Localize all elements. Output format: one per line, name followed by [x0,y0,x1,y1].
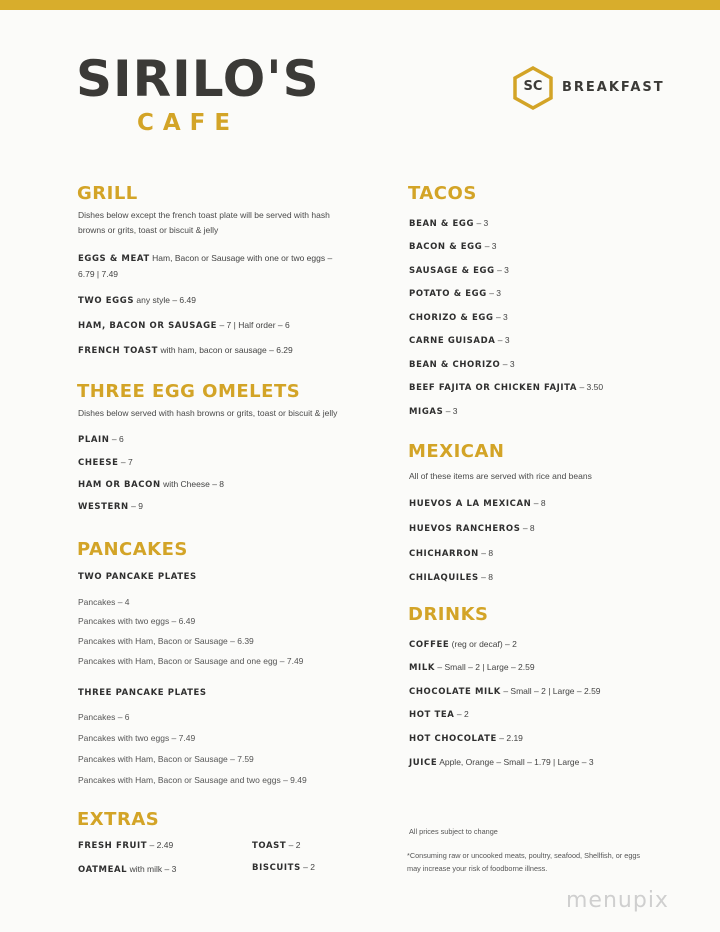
item-name: HUEVOS RANCHEROS [409,524,521,534]
menu-item [409,357,515,373]
grill-note: Dishes below except the french toast plate will be served with hash browns or grits, toast or biscuit & jelly [78,210,330,235]
list-item: Pancakes with Ham, Bacon or Sausage and one egg – 7.49 [78,656,304,666]
item-desc: with ham, bacon or sausage – 6.29 [160,345,293,355]
menu-item [78,499,143,515]
item-name: POTATO & EGG [409,289,487,299]
item-name: HOT CHOCOLATE [409,734,497,744]
foodborne-warning: *Consuming raw or uncooked meats, poultry, seafood, Shellfish, or eggs may increase your risk of foodborne illness. [407,851,641,873]
item-desc: Ham, Bacon or Sausage with one or two eggs – 6.79 | 7.49 [78,253,333,279]
menu-item [409,684,601,700]
section-title-omelets: THREE EGG OMELETS [77,381,301,402]
item-name: PLAIN [78,435,110,445]
menu-item [409,570,493,586]
menu-name: BREAKFAST [562,80,665,95]
mexican-note: All of these items are served with rice and beans [409,471,592,481]
item-desc: any style – 6.49 [136,295,196,305]
item-desc: – 7 | Half order – 6 [219,320,290,330]
item-desc: – 8 [533,498,546,508]
item-name: FRENCH TOAST [78,346,159,356]
menu-item [78,293,196,309]
item-name: BEAN & EGG [409,219,475,229]
menu-item [78,251,343,282]
item-name: CHICHARRON [409,549,479,559]
menu-item [78,318,290,334]
cafe-logo-subtitle: CAFE [137,110,240,136]
item-desc: – 3 [497,265,509,275]
menu-item [409,239,497,255]
item-desc: – 6 [111,434,124,444]
item-desc: – 3 [489,288,502,298]
item-name: HUEVOS A LA MEXICAN [409,499,532,509]
item-desc: – Small – 2 | Large – 2.59 [503,686,601,696]
list-item: Pancakes with two eggs – 6.49 [78,616,196,626]
list-item: Pancakes – 6 [78,712,130,722]
list-item: Pancakes with two eggs – 7.49 [78,733,196,743]
item-name: SAUSAGE & EGG [409,266,495,276]
item-desc: – 8 [522,523,535,533]
item-name: BISCUITS [252,863,301,873]
three-pancake-plates-heading: THREE PANCAKE PLATES [78,688,207,698]
menu-item [252,860,315,876]
section-title-drinks: DRINKS [408,604,489,625]
menu-item [78,477,224,493]
menu-item [409,546,493,562]
list-item: Pancakes – 4 [78,597,130,607]
menu-item [78,343,293,359]
menu-item [78,862,176,878]
item-name: HAM, BACON OR SAUSAGE [78,321,218,331]
item-desc: – 8 [481,548,494,558]
menu-item [78,838,173,854]
item-name: BEEF FAJITA OR CHICKEN FAJITA [409,383,578,393]
section-title-grill: GRILL [77,183,138,204]
menu-item [78,432,124,448]
item-name: BACON & EGG [409,242,483,252]
item-name: JUICE [409,758,438,768]
item-name: EGGS & MEAT [78,254,150,264]
item-desc: – Small – 2 | Large – 2.59 [437,662,535,672]
item-desc: – 2.19 [499,733,523,743]
item-name: CHEESE [78,458,119,468]
item-name: CARNE GUISADA [409,336,496,346]
menu-item [409,333,510,349]
item-name: BEAN & CHORIZO [409,360,501,370]
menu-item [409,380,603,396]
top-accent-bar [0,0,720,10]
menu-item [409,263,509,279]
item-name: OATMEAL [78,865,128,875]
item-name: WESTERN [78,502,129,512]
item-name: COFFEE [409,640,450,650]
section-title-tacos: TACOS [408,183,477,204]
cafe-logo-title: SIRILO'S [76,50,320,108]
item-desc: – 3 [495,312,508,322]
item-name: HOT TEA [409,710,455,720]
menu-item [409,521,535,537]
menu-item [409,496,546,512]
item-name: TOAST [252,841,287,851]
item-desc: – 7 [120,457,133,467]
item-name: MILK [409,663,436,673]
item-desc: – 2 [288,840,301,850]
item-name: HAM OR BACON [78,480,161,490]
menu-item [409,731,523,747]
menu-item [409,216,488,232]
item-desc: – 3.50 [579,382,604,392]
menu-item [409,755,594,771]
list-item: Pancakes with Ham, Bacon or Sausage – 7.59 [78,754,254,764]
menu-item [409,404,458,420]
item-name: CHORIZO & EGG [409,313,494,323]
item-desc: – 3 [484,241,497,251]
item-desc: – 3 [502,359,515,369]
item-desc: Apple, Orange – Small – 1.79 | Large – 3 [439,757,594,767]
menu-item [409,660,535,676]
two-pancake-plates-heading: TWO PANCAKE PLATES [78,572,197,582]
menu-item [409,310,508,326]
menu-item [409,286,501,302]
item-desc: – 8 [481,572,493,582]
item-desc: – 3 [445,406,458,416]
item-name: CHOCOLATE MILK [409,687,501,697]
section-title-mexican: MEXICAN [408,441,505,462]
item-name: CHILAQUILES [409,573,479,583]
menu-item [409,707,469,723]
section-title-pancakes: PANCAKES [77,539,188,560]
item-name: TWO EGGS [78,296,135,306]
item-desc: – 3 [497,335,510,345]
watermark: menupix [566,888,669,913]
badge-label: SC [523,79,543,94]
item-desc: (reg or decaf) – 2 [451,639,517,649]
section-title-extras: EXTRAS [77,809,160,830]
item-name: MIGAS [409,407,444,417]
item-desc: – 3 [476,218,489,228]
item-desc: with Cheese – 8 [163,479,225,489]
item-desc: – 2 [456,709,469,719]
prices-note: All prices subject to change [409,827,498,836]
item-name: FRESH FRUIT [78,841,148,851]
list-item: Pancakes with Ham, Bacon or Sausage and two eggs – 9.49 [78,775,307,785]
item-desc: with milk – 3 [129,864,177,874]
menu-item [78,455,133,471]
omelets-note: Dishes below served with hash browns or grits, toast or biscuit & jelly [78,408,338,418]
menu-item [252,838,301,854]
item-desc: – 2.49 [149,840,174,850]
list-item: Pancakes with Ham, Bacon or Sausage – 6.39 [78,636,254,646]
item-desc: – 9 [131,501,143,511]
item-desc: – 2 [303,862,315,872]
menu-item [409,637,517,653]
